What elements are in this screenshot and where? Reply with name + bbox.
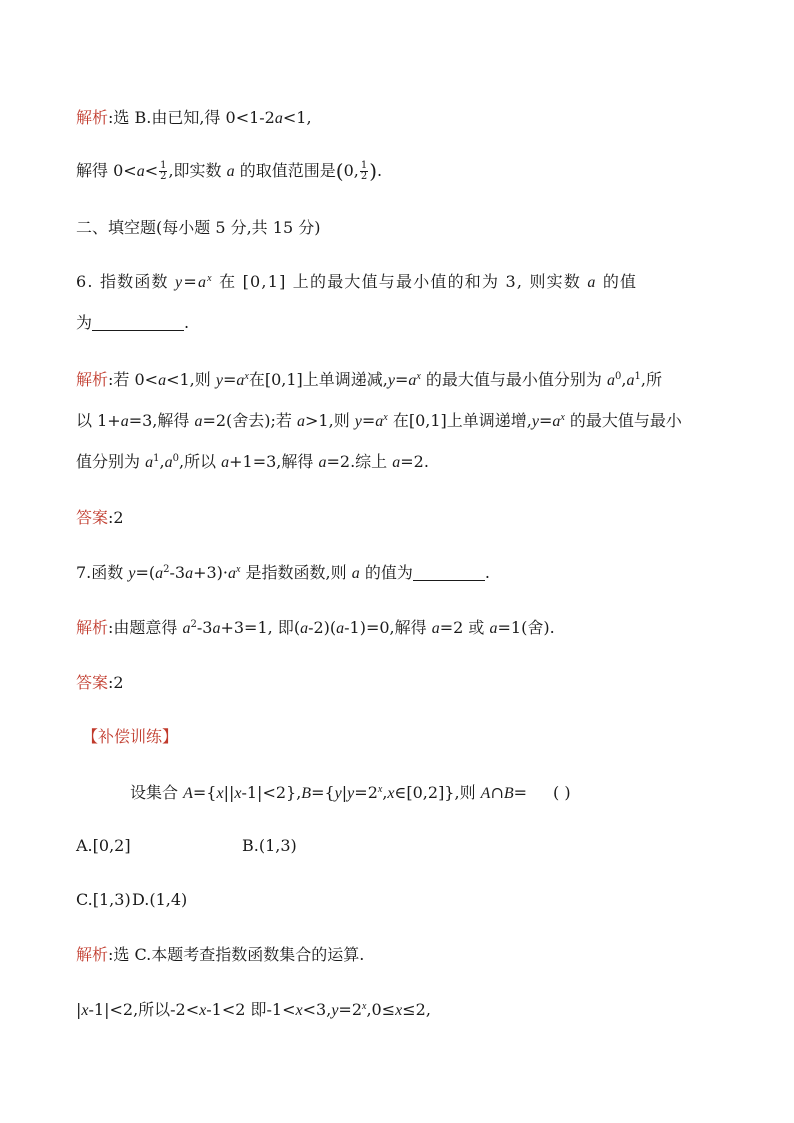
q6-analysis-line3: 值分别为 $a^1,a^0$,所以 a+1=3,解得 a=2.综上 a=2. — [76, 452, 429, 471]
q6-answer: 答案:2 — [76, 508, 124, 527]
q5-analysis-line2: 解得 0<a< $\frac{1}{2}$ ,即实数 a 的取值范围是(0, $\frac{1}{2}$ ). — [76, 159, 383, 183]
q6-analysis-line2: 以 1+a=3,解得 a=2(舍去);若 a>1,则 $y=a^x$ 在[0,1]上单调递增$,y=a^x$ 的最大值与最小 — [76, 411, 682, 430]
option-c: C.[1,3) — [76, 890, 131, 909]
analysis-label: 解析 — [76, 945, 109, 964]
answer-blank[interactable] — [413, 564, 485, 581]
analysis-label: 解析 — [76, 370, 109, 389]
option-d: D.(1,4) — [132, 890, 188, 909]
q7-answer: 答案:2 — [76, 673, 124, 692]
q7-question: 7.函数 $y=(a^2-3a+3)\cdot a^x$ 是指数函数,则 a 的值为 . — [76, 563, 490, 582]
answer-label: 答案 — [76, 508, 109, 527]
bucang-analysis: 解析:选 C.本题考查指数函数集合的运算. — [76, 945, 365, 964]
q7-analysis: 解析:由题意得 $a^2-3a+3=1$, 即(a-2)(a-1)=0,解得 a=2 或 a=1(舍). — [76, 618, 555, 637]
q6-analysis-line1: 解析:若 0<a<1,则 $y=a^x$在[0,1]上单调递减$,y=a^x$ 的最大值与最小值分别为 $a^0,a^1$,所 — [76, 370, 662, 389]
analysis-label: 解析 — [76, 618, 109, 637]
answer-blank[interactable] — [92, 314, 184, 331]
q5-analysis-line1: 解析:选 B.由已知,得 0<1-2a<1, — [76, 108, 312, 127]
answer-paren[interactable]: ( ) — [553, 783, 571, 802]
fraction-one-half: $\frac{1}{2}$ — [360, 160, 368, 182]
bucang-heading: 【补偿训练】 — [82, 727, 179, 746]
analysis-label: 解析 — [76, 108, 109, 127]
q6-line2: 为 . — [76, 313, 190, 332]
option-a: A.[0,2] — [76, 836, 131, 855]
fraction-one-half: $\frac{1}{2}$ — [160, 160, 167, 182]
bucang-question: 设集合 $A=\{x||x-1|<2\},B=\{y|y=2^x,x\in[0,2]\}$,则 A∩B= ( ) — [130, 783, 571, 802]
q6-line1: 6. 指数函数 $y=a^x$ 在 [0,1] 上的最大值与最小值的和为 3, 则实数 a 的值 — [76, 272, 638, 291]
bucang-analysis-line2: |x-1|<2,所以-2<x-1<2 即$-1<x<3,y=2^x,0\le x\le 2$, — [76, 1000, 431, 1019]
section-title-fill-in: 二、填空题(每小题 5 分,共 15 分) — [76, 218, 321, 237]
answer-label: 答案 — [76, 673, 109, 692]
option-b: B.(1,3) — [242, 836, 297, 855]
